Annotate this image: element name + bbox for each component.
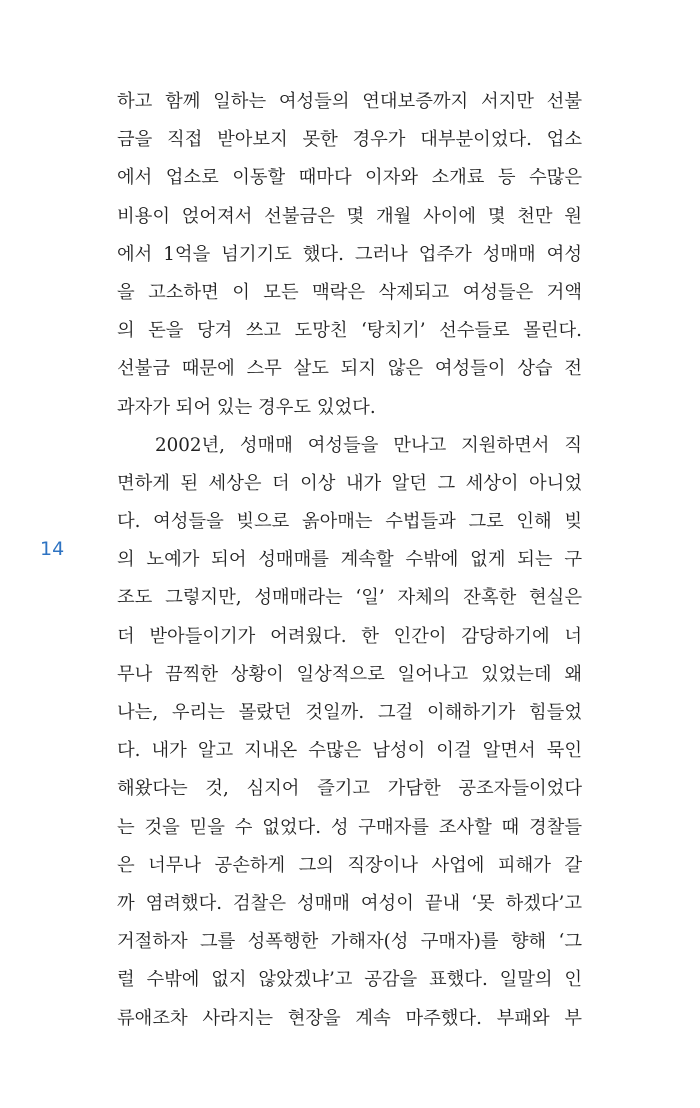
text-line: 는 것을 믿을 수 없었다. 성 구매자를 조사할 때 경찰들 [117,816,582,838]
text-line: 선불금 때문에 스무 살도 되지 않은 여성들이 상습 전 [117,358,582,380]
text-line: 무나 끔찍한 상황이 일상적으로 일어나고 있었는데 왜 [117,663,582,685]
text-line: 더 받아들이기가 어려웠다. 한 인간이 감당하기에 너 [117,625,582,647]
text-line: 의 노예가 되어 성매매를 계속할 수밖에 없게 되는 구 [117,549,582,571]
text-line: 다. 내가 알고 지내온 수많은 남성이 이걸 알면서 묵인 [117,740,582,762]
text-line: 비용이 얹어져서 선불금은 몇 개월 사이에 몇 천만 원 [117,205,582,227]
text-line: 에서 1억을 넘기기도 했다. 그러나 업주가 성매매 여성 [117,243,582,265]
text-line: 은 너무나 공손하게 그의 직장이나 사업에 피해가 갈 [117,854,582,876]
text-line: 과자가 되어 있는 경우도 있었다. [117,396,376,418]
text-line: 까 염려했다. 검찰은 성매매 여성이 끝내 ‘못 하겠다’고 [117,892,582,914]
text-line: 을 고소하면 이 모든 맥락은 삭제되고 여성들은 거액 [117,281,582,303]
text-line: 거절하자 그를 성폭행한 가해자(성 구매자)를 향해 ‘그 [117,931,582,953]
text-line: 럴 수밖에 없지 않았겠냐’고 공감을 표했다. 일말의 인 [117,969,582,991]
text-line: 금을 직접 받아보지 못한 경우가 대부분이었다. 업소 [117,129,582,151]
text-line: 조도 그렇지만, 성매매라는 ‘일’ 자체의 잔혹한 현실은 [117,587,582,609]
body-text [117,83,582,1038]
text-line: 류애조차 사라지는 현장을 계속 마주했다. 부패와 부 [117,1007,582,1029]
text-line: 다. 여성들을 빚으로 옭아매는 수법들과 그로 인해 빚 [117,511,582,533]
text-line: 나는, 우리는 몰랐던 것일까. 그걸 이해하기가 힘들었 [117,702,582,723]
text-line: 의 돈을 당겨 쓰고 도망친 ‘탕치기’ 선수들로 몰린다. [117,320,582,342]
page-number: 14 [40,538,65,560]
text-line: 하고 함께 일하는 여성들의 연대보증까지 서지만 선불 [117,91,582,112]
text-line: 2002년, 성매매 여성들을 만나고 지원하면서 직 [155,434,582,456]
text-line: 면하게 된 세상은 더 이상 내가 알던 그 세상이 아니었 [117,472,582,494]
text-line: 해왔다는 것, 심지어 즐기고 가담한 공조자들이었다 [117,778,582,800]
text-line: 에서 업소로 이동할 때마다 이자와 소개료 등 수많은 [117,167,582,189]
